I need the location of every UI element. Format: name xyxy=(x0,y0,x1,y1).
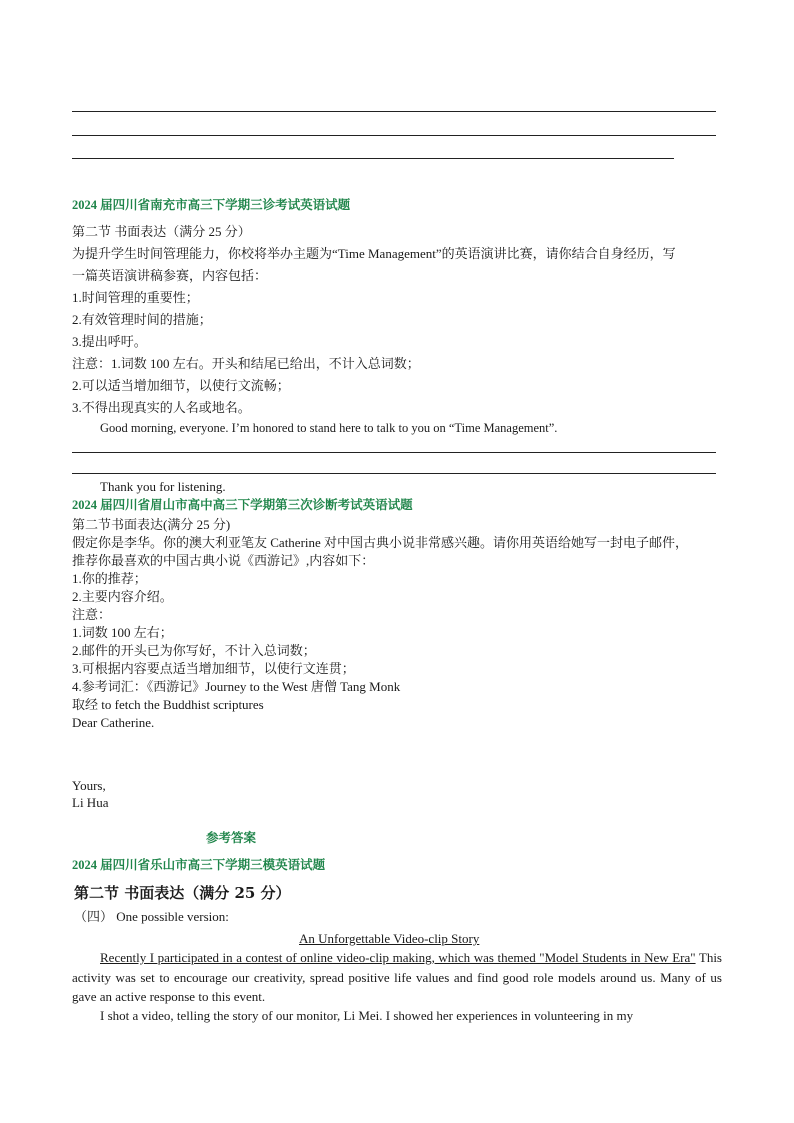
note-item: 4.参考词汇：《西游记》Journey to the West 唐僧 Tang Monk xyxy=(72,679,401,694)
section-part: 第二节书面表达(满分 25 分) xyxy=(72,517,231,532)
list-item: 2.有效管理时间的措施； xyxy=(72,312,212,327)
essay-paragraph xyxy=(72,948,722,1007)
intro-line: 一篇英语演讲稿参赛，内容包括： xyxy=(72,268,268,283)
answers-heading: 参考答案 xyxy=(206,831,257,845)
list-item: 2.主要内容介绍。 xyxy=(72,589,173,604)
answer-line xyxy=(72,111,716,112)
essay-paragraph: I shot a video, telling the story of our monitor, Li Mei. I showed her experiences in volunteering in my xyxy=(100,1008,634,1023)
note-item: 2.可以适当增加细节，以使行文流畅； xyxy=(72,378,290,393)
section-title: 2024 届四川省乐山市高三下学期三模英语试题 xyxy=(72,858,326,872)
signoff-name: Li Hua xyxy=(72,795,109,810)
essay-underlined-text: Recently I participated in a contest of online video-clip making, which was themed "Model Students in New Era" xyxy=(100,950,696,965)
section-part: 第二节 书面表达（满分 25 分） xyxy=(74,884,291,902)
answer-line xyxy=(72,452,716,453)
note-item: 取经 to fetch the Buddhist scriptures xyxy=(72,697,264,712)
essay-title: An Unforgettable Video-clip Story xyxy=(299,931,480,946)
section-title: 2024 届四川省眉山市高中高三下学期第三次诊断考试英语试题 xyxy=(72,498,413,512)
note-item: 3.可根据内容要点适当增加细节，以使行文连贯； xyxy=(72,661,355,676)
answer-line xyxy=(72,135,716,136)
closing-sentence: Thank you for listening. xyxy=(100,479,226,494)
intro-line: 为提升学生时间管理能力，你校将举办主题为“Time Management”的英语演讲比赛，请你结合自身经历，写 xyxy=(72,246,676,261)
salutation: Dear Catherine. xyxy=(72,715,155,730)
note-item: 1.词数 100 左右； xyxy=(72,625,173,640)
note-item: 注意：1.词数 100 左右。开头和结尾已给出，不计入总词数； xyxy=(72,356,420,371)
section-title: 2024 届四川省南充市高三下学期三诊考试英语试题 xyxy=(72,198,351,212)
signoff: Yours, xyxy=(72,778,106,793)
intro-line: 推荐你最喜欢的中国古典小说《西游记》,内容如下： xyxy=(72,553,375,568)
intro-line: 假定你是李华。你的澳大利亚笔友 Catherine 对中国古典小说非常感兴趣。请你用英语给她写一封电子邮件， xyxy=(72,535,689,550)
list-item: 1.时间管理的重要性； xyxy=(72,290,199,305)
note-item: 2.邮件的开头已为你写好，不计入总词数； xyxy=(72,643,316,658)
list-item: 3.提出呼吁。 xyxy=(72,334,147,349)
section-part: 第二节 书面表达（满分 25 分） xyxy=(72,224,251,239)
answer-line xyxy=(72,473,716,474)
note-item: 3.不得出现真实的人名或地名。 xyxy=(72,400,251,415)
version-label: （四） One possible version: xyxy=(74,909,229,924)
opening-sentence: Good morning, everyone. I’m honored to stand here to talk to you on “Time Management”. xyxy=(100,421,558,435)
essay-text: This activity was set to encourage our creativity, spread positive life values and find good role models around us. Many of us gave an active response to this event. xyxy=(72,950,722,1004)
note-label: 注意： xyxy=(72,607,112,622)
answer-line xyxy=(72,158,674,159)
list-item: 1.你的推荐； xyxy=(72,571,147,586)
